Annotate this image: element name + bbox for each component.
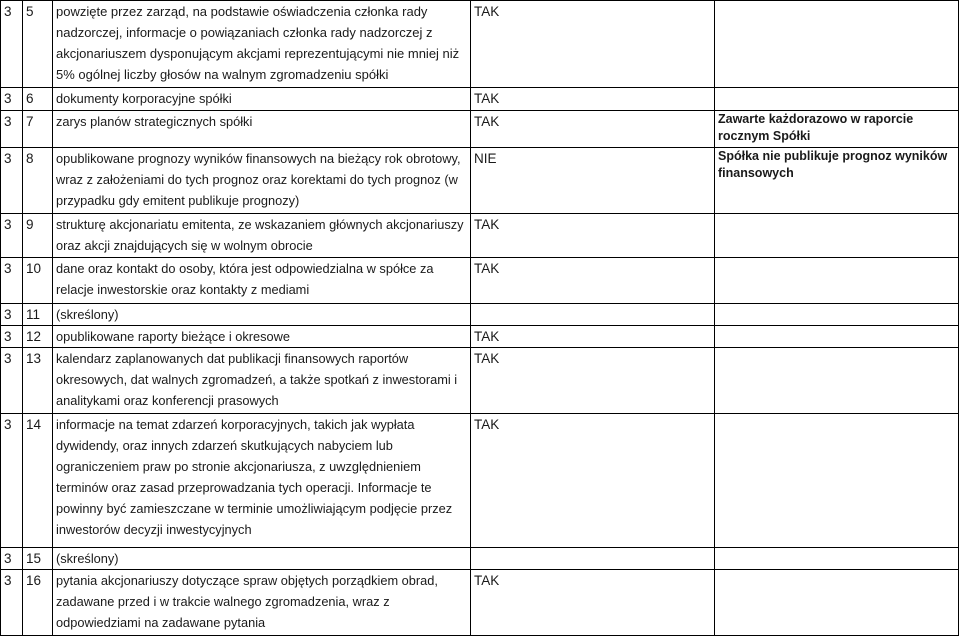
answer-cell: TAK <box>471 258 715 304</box>
text-cell: (skreślony) <box>53 304 471 326</box>
table-row <box>1 326 959 348</box>
answer-cell: TAK <box>471 111 715 148</box>
answer-cell: TAK <box>471 570 715 636</box>
comment-cell <box>715 88 959 111</box>
comment-cell <box>715 214 959 258</box>
number-cell: 15 <box>23 548 53 570</box>
comment-cell: Spółka nie publikuje prognoz wyników finansowych <box>715 148 959 214</box>
number-cell: 5 <box>23 1 53 88</box>
table-row <box>1 111 959 148</box>
section-cell: 3 <box>1 258 23 304</box>
table-row <box>1 304 959 326</box>
section-cell: 3 <box>1 326 23 348</box>
comment-cell <box>715 414 959 548</box>
table-row <box>1 348 959 414</box>
section-cell: 3 <box>1 148 23 214</box>
table-row <box>1 414 959 548</box>
text-cell: powzięte przez zarząd, na podstawie oświadczenia członka rady nadzorczej, informacje o powiązaniach członka rady nadzorczej z akcjonariuszem dysponującym akcjami reprezentującymi nie mniej niż 5% ogólnej liczby głosów na walnym zgromadzeniu spółki <box>53 1 471 88</box>
text-cell: informacje na temat zdarzeń korporacyjnych, takich jak wypłata dywidendy, oraz innych zdarzeń skutkujących nabyciem lub ograniczeniem praw po stronie akcjonariusza, z uwzględnieniem terminów oraz zasad przeprowadzania tych operacji. Informacje te powinny być zamieszczane w terminie umożliwiającym podjęcie przez inwestorów decyzji inwestycyjnych <box>53 414 471 548</box>
answer-cell: TAK <box>471 414 715 548</box>
table-row <box>1 570 959 636</box>
number-cell: 14 <box>23 414 53 548</box>
section-cell: 3 <box>1 570 23 636</box>
section-cell: 3 <box>1 348 23 414</box>
section-cell: 3 <box>1 214 23 258</box>
table-row <box>1 548 959 570</box>
number-cell: 12 <box>23 326 53 348</box>
section-cell: 3 <box>1 414 23 548</box>
section-cell: 3 <box>1 1 23 88</box>
text-cell: opublikowane raporty bieżące i okresowe <box>53 326 471 348</box>
table-row <box>1 88 959 111</box>
section-cell: 3 <box>1 548 23 570</box>
answer-cell: TAK <box>471 348 715 414</box>
text-cell: pytania akcjonariuszy dotyczące spraw objętych porządkiem obrad, zadawane przed i w trakcie walnego zgromadzenia, wraz z odpowiedziami na zadawane pytania <box>53 570 471 636</box>
number-cell: 6 <box>23 88 53 111</box>
comment-cell <box>715 258 959 304</box>
comment-cell <box>715 548 959 570</box>
text-cell: strukturę akcjonariatu emitenta, ze wskazaniem głównych akcjonariuszy oraz akcji znajdujących się w wolnym obrocie <box>53 214 471 258</box>
number-cell: 16 <box>23 570 53 636</box>
text-cell: opublikowane prognozy wyników finansowych na bieżący rok obrotowy, wraz z założeniami do tych prognoz oraz korektami do tych prognoz (w przypadku gdy emitent publikuje prognozy) <box>53 148 471 214</box>
comment-cell <box>715 348 959 414</box>
table-row <box>1 258 959 304</box>
number-cell: 9 <box>23 214 53 258</box>
table-row <box>1 214 959 258</box>
text-cell: zarys planów strategicznych spółki <box>53 111 471 148</box>
answer-cell: TAK <box>471 214 715 258</box>
text-cell: dane oraz kontakt do osoby, która jest odpowiedzialna w spółce za relacje inwestorskie oraz kontakty z mediami <box>53 258 471 304</box>
answer-cell: TAK <box>471 1 715 88</box>
answer-cell <box>471 304 715 326</box>
comment-cell <box>715 304 959 326</box>
comment-cell <box>715 326 959 348</box>
table-row <box>1 1 959 88</box>
text-cell: (skreślony) <box>53 548 471 570</box>
comment-cell <box>715 1 959 88</box>
section-cell: 3 <box>1 304 23 326</box>
answer-cell: TAK <box>471 326 715 348</box>
section-cell: 3 <box>1 111 23 148</box>
answer-cell: NIE <box>471 148 715 214</box>
text-cell: kalendarz zaplanowanych dat publikacji finansowych raportów okresowych, dat walnych zgromadzeń, a także spotkań z inwestorami i analitykami oraz konferencji prasowych <box>53 348 471 414</box>
table-row <box>1 148 959 214</box>
text-cell: dokumenty korporacyjne spółki <box>53 88 471 111</box>
comment-cell: Zawarte każdorazowo w raporcie rocznym Spółki <box>715 111 959 148</box>
number-cell: 8 <box>23 148 53 214</box>
answer-cell: TAK <box>471 88 715 111</box>
section-cell: 3 <box>1 88 23 111</box>
number-cell: 7 <box>23 111 53 148</box>
number-cell: 13 <box>23 348 53 414</box>
answer-cell <box>471 548 715 570</box>
number-cell: 11 <box>23 304 53 326</box>
comment-cell <box>715 570 959 636</box>
number-cell: 10 <box>23 258 53 304</box>
